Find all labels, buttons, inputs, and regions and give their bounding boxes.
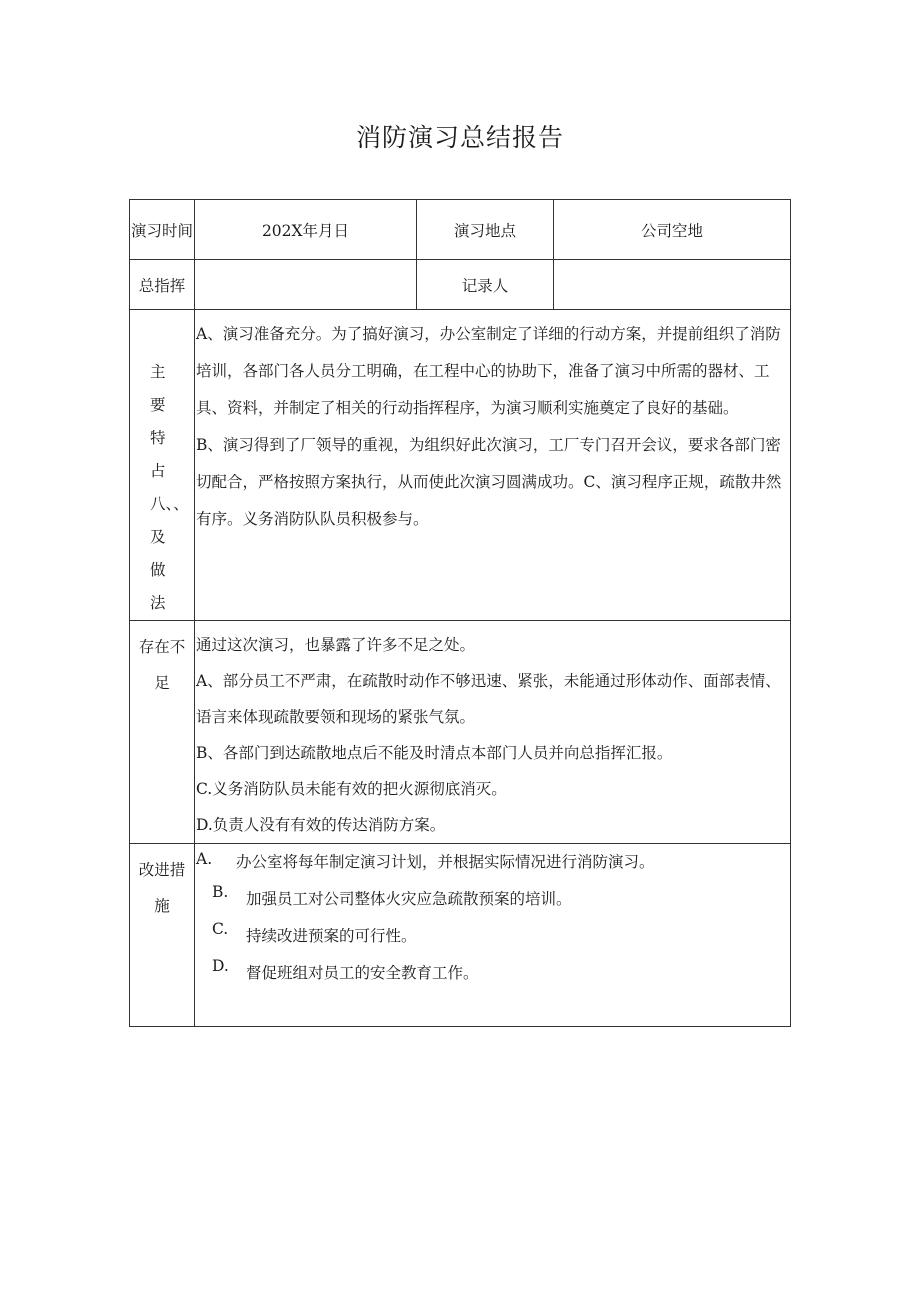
measure-text: 加强员工对公司整体火灾应急疏散预案的培训。: [246, 890, 572, 908]
measure-item: [196, 850, 788, 887]
features-label-line: 特占: [150, 429, 176, 480]
commander-label: 总指挥: [130, 260, 195, 310]
drill-place-value: 公司空地: [554, 200, 791, 260]
issue-item: D.负责人没有有效的传达消防方案。: [196, 816, 446, 834]
issues-content: [195, 621, 791, 844]
measure-text: 持续改进预案的可行性。: [246, 927, 417, 945]
features-label-line: 法: [150, 594, 176, 612]
recorder-value: [554, 260, 791, 310]
measure-item: [196, 920, 788, 961]
commander-value: [195, 260, 417, 310]
header-row-1: [130, 200, 791, 260]
measure-letter: D.: [212, 957, 229, 975]
page-title: 消防演习总结报告: [355, 123, 564, 152]
measure-item: [196, 883, 788, 924]
measure-letter: A.: [196, 850, 213, 868]
report-table: [129, 199, 791, 1027]
issue-item: B、各部门到达疏散地点后不能及时清点本部门人员并向总指挥汇报。: [196, 744, 673, 762]
features-paragraph-a: A、演习准备充分。为了搞好演习，办公室制定了详细的行动方案，并提前组织了消防培训，各部门各人员分工明确，在工程中心的协助下，准备了演习中所需的器材、工具、资料，并制定了相关的行动指挥程序，为演习顺利实施奠定了良好的基础。: [196, 325, 781, 417]
measures-label-line: 施: [154, 897, 170, 915]
measures-row: [130, 844, 791, 1027]
measures-label-line: 改进措: [138, 861, 186, 879]
measure-text: 督促班组对员工的安全教育工作。: [246, 964, 479, 982]
measures-content: [195, 844, 791, 1027]
features-label-line: 及做: [150, 528, 176, 579]
measure-letter: C.: [212, 920, 229, 938]
issue-item: A、部分员工不严肃，在疏散时动作不够迅速、紧张，未能通过形体动作、面部表情、语言来体现疏散要领和现场的紧张气氛。: [196, 672, 781, 726]
measure-text: 办公室将每年制定演习计划，并根据实际情况进行消防演习。: [236, 853, 655, 871]
features-row: [130, 310, 791, 621]
issues-label: [130, 621, 195, 844]
measure-letter: B.: [212, 883, 229, 901]
recorder-label: 记录人: [417, 260, 554, 310]
issues-label-line: 足: [154, 674, 170, 692]
drill-place-label: 演习地点: [417, 200, 554, 260]
issue-item: 通过这次演习，也暴露了许多不足之处。: [196, 636, 476, 654]
features-content: [195, 310, 791, 621]
features-label-line: 八、、: [150, 495, 189, 513]
features-label-line: 主要: [150, 363, 176, 414]
drill-time-label: 演习时间: [130, 200, 195, 260]
features-label: [130, 310, 195, 621]
header-row-2: [130, 260, 791, 310]
issue-item: C.义务消防队员未能有效的把火源彻底消灭。: [196, 780, 507, 798]
measure-item: [196, 957, 788, 998]
issues-row: [130, 621, 791, 844]
issues-label-line: 存在不: [138, 638, 186, 656]
drill-time-value: 202X年月日: [195, 200, 417, 260]
features-paragraph-b: B、演习得到了厂领导的重视，为组织好此次演习，工厂专门召开会议，要求各部门密切配合，严格按照方案执行，从而使此次演习圆满成功。C、演习程序正规，疏散井然有序。义务消防队队员积极参与。: [196, 436, 782, 528]
measures-label: [130, 844, 195, 1027]
